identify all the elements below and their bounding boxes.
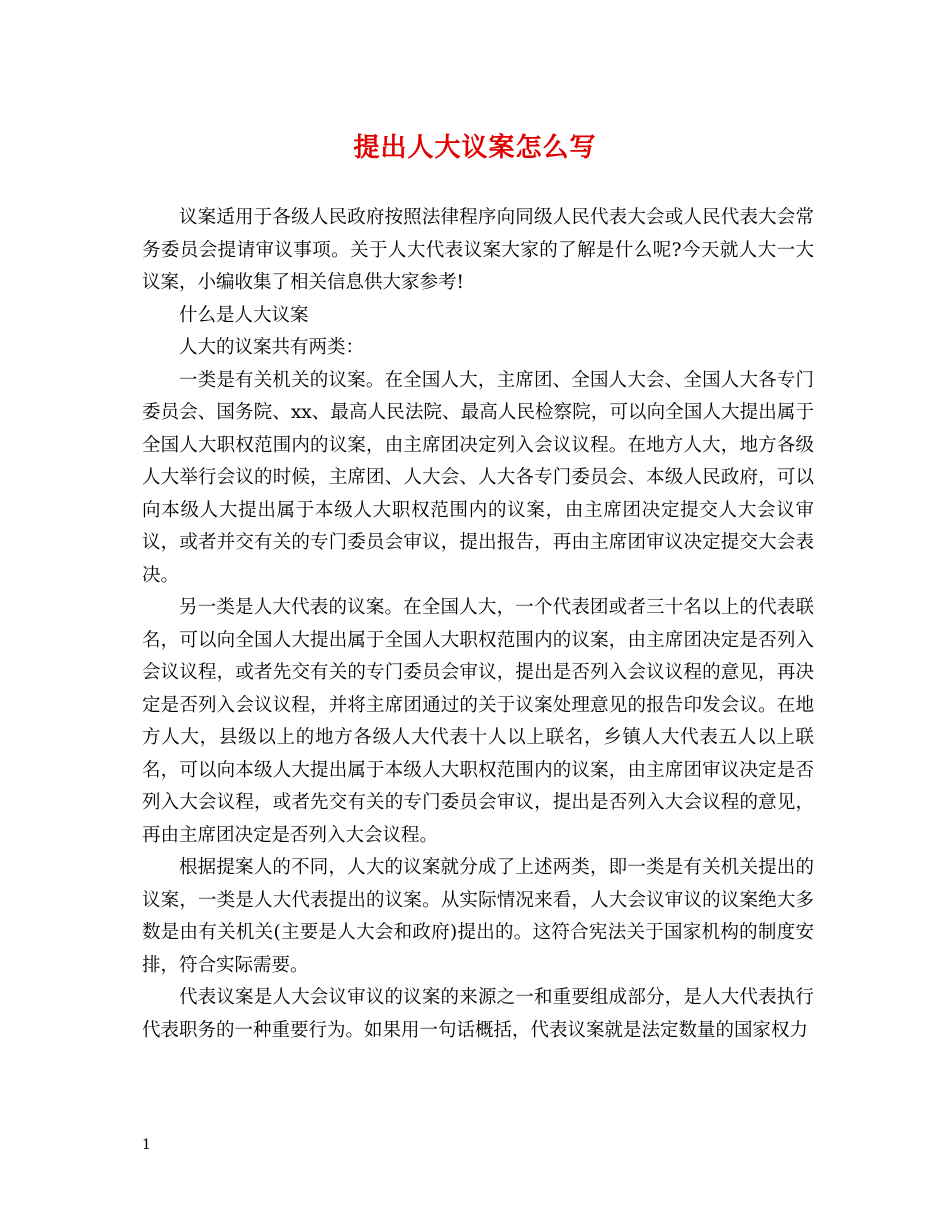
paragraph-organ-motions: 一类是有关机关的议案。在全国人大，主席团、全国人大会、全国人大各专门委员会、国务院、xx、最高人民法院、最高人民检察院，可以向全国人大提出属于全国人大职权范围内的议案，由主席团决定列入会议议程。在地方人大，地方各级人大举行会议的时候，主席团、人大会、人大各专门委员会、本级人民政府，可以向本级人大提出属于本级人大职权范围内的议案，由主席团决定提交人大会议审议，或者并交有关的专门委员会审议，提出报告，再由主席团审议决定提交大会表决。 <box>142 369 814 586</box>
paragraph-intro: 议案适用于各级人民政府按照法律程序向同级人民代表大会或人民代表大会常务委员会提请审议事项。关于人大代表议案大家的了解是什么呢?今天就人大一大议案，小编收集了相关信息供大家参考! <box>142 207 814 293</box>
paragraph-two-types: 人大的议案共有两类： <box>179 337 365 358</box>
document-body <box>142 202 814 1047</box>
paragraph-heading-what-is: 什么是人大议案 <box>179 304 309 326</box>
document-title: 提出人大议案怎么写 <box>353 133 597 163</box>
page-number: 1 <box>142 1137 151 1153</box>
paragraph-deputy-motions: 另一类是人大代表的议案。在全国人大，一个代表团或者三十名以上的代表联名，可以向全国人大提出属于全国人大职权范围内的议案，由主席团决定是否列入会议议程，或者先交有关的专门委员会审议，提出是否列入会议议程的意见，再决定是否列入会议议程，并将主席团通过的关于议案处理意见的报告印发会议。在地方人大，县级以上的地方各级人大代表十人以上联名，乡镇人大代表五人以上联名，可以向本级人大提出属于本级人大职权范围内的议案，由主席团审议决定是否列入大会议程，或者先交有关的专门委员会审议，提出是否列入大会议程的意见，再由主席团决定是否列入大会议程。 <box>142 597 814 846</box>
paragraph-deputy-importance: 代表议案是人大会议审议的议案的来源之一和重要组成部分，是人大代表执行代表职务的一种重要行为。如果用一句话概括，代表议案就是法定数量的国家权力 <box>142 987 814 1041</box>
paragraph-summary: 根据提案人的不同，人大的议案就分成了上述两类，即一类是有关机关提出的议案，一类是人大代表提出的议案。从实际情况来看，人大会议审议的议案绝大多数是由有关机关(主要是人大会和政府)提出的。这符合宪法关于国家机构的制度安排，符合实际需要。 <box>142 857 814 976</box>
